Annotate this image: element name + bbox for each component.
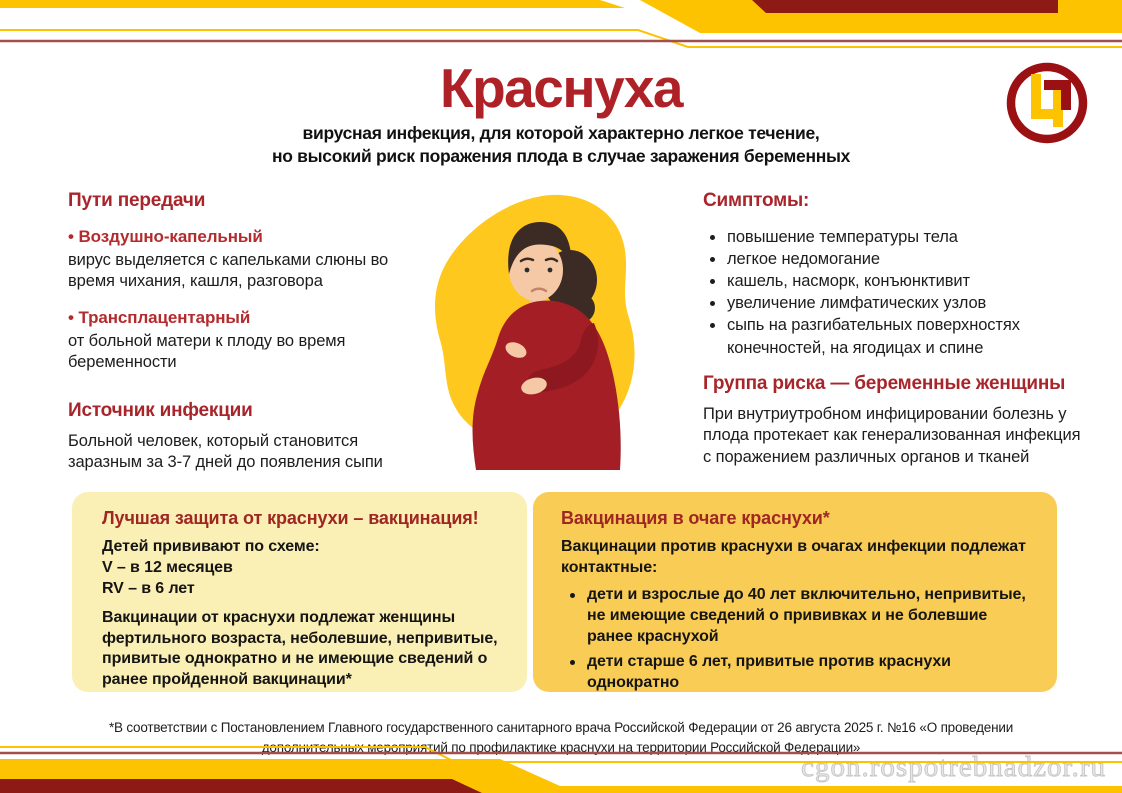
transmission-item-text: от больной матери к плоду во время беременности — [68, 331, 346, 372]
page-title: Краснуха — [440, 57, 682, 119]
outbreak-contact-item: дети старше 6 лет, привитые против краснухи однократно — [561, 651, 1033, 693]
outbreak-contacts-list — [561, 584, 1033, 694]
symptoms-list — [703, 226, 1083, 359]
vaccination-schedule-intro: Детей прививают по схеме: — [102, 537, 320, 555]
vaccination-schedule-v: V – в 12 месяцев — [102, 558, 233, 576]
transmission-item-label: • Воздушно-капельный — [68, 227, 420, 247]
transmission-item-label: • Трансплацентарный — [68, 308, 420, 328]
risk-group-text: При внутриутробном инфицировании болезнь у плода протекает как генерализованная инфекция с поражением различных органов и тканей — [703, 404, 1081, 466]
outbreak-contact-item: дети и взрослые до 40 лет включительно, непривитые, не имеющие сведений о прививках и не болевшие ранее краснухой — [561, 584, 1033, 647]
outbreak-vaccination-box — [533, 492, 1057, 692]
vaccination-box-heading: Лучшая защита от краснухи – вакцинация! — [102, 508, 479, 528]
transmission-item — [68, 227, 420, 293]
outbreak-box-intro: Вакцинации против краснухи в очагах инфекции подлежат контактные: — [561, 537, 1026, 576]
symptom-item: кашель, насморк, конъюнктивит — [703, 270, 1083, 292]
bottom-ribbon-decoration — [0, 743, 1122, 793]
transmission-item — [68, 308, 420, 374]
pregnant-woman-illustration — [424, 190, 659, 475]
watermark-url: cgon.rospotrebnadzor.ru — [801, 751, 1106, 783]
symptoms-heading: Симптомы: — [703, 190, 810, 211]
symptom-item: повышение температуры тела — [703, 226, 1083, 248]
risk-group-heading: Группа риска — беременные женщины — [703, 372, 1066, 394]
transmission-item-text: вирус выделяется с капельками слюны во время чихания, кашля, разговора — [68, 251, 389, 291]
symptom-item: увеличение лимфатических узлов — [703, 292, 1083, 314]
page-subtitle — [0, 122, 1122, 168]
cgon-logo-icon — [1002, 58, 1092, 148]
source-heading: Источник инфекции — [68, 399, 253, 421]
symptom-item: легкое недомогание — [703, 248, 1083, 270]
outbreak-box-heading: Вакцинация в очаге краснухи* — [561, 508, 830, 528]
source-text: Больной человек, который становится заразным за 3-7 дней до появления сыпи — [68, 431, 383, 472]
symptom-item: сыпь на разгибательных поверхностях конечностей, на ягодицах и спине — [703, 314, 1083, 358]
vaccination-note: Вакцинации от краснухи подлежат женщины фертильного возраста, неболевшие, непривитые, привитые однократно и не имеющие сведений о ранее пройденной вакцинации* — [102, 609, 498, 688]
subtitle-line-2: но высокий риск поражения плода в случае заражения беременных — [271, 146, 851, 167]
vaccination-schedule-rv: RV – в 6 лет — [102, 579, 195, 597]
footnote: *В соответствии с Постановлением Главного государственного санитарного врача Российской Федерации от 26 августа 2025 г. №16 «О проведении дополнительных мероприятий по профилактике краснухи на территории Российской Федерации» — [108, 719, 1014, 755]
transmission-heading: Пути передачи — [68, 190, 206, 211]
transmission-section — [68, 190, 420, 474]
symptoms-section — [703, 190, 1083, 468]
vaccination-box — [72, 492, 527, 692]
subtitle-line-1: вирусная инфекция, для которой характерно легкое течение, — [302, 123, 820, 143]
top-ribbon-decoration — [0, 0, 1122, 50]
